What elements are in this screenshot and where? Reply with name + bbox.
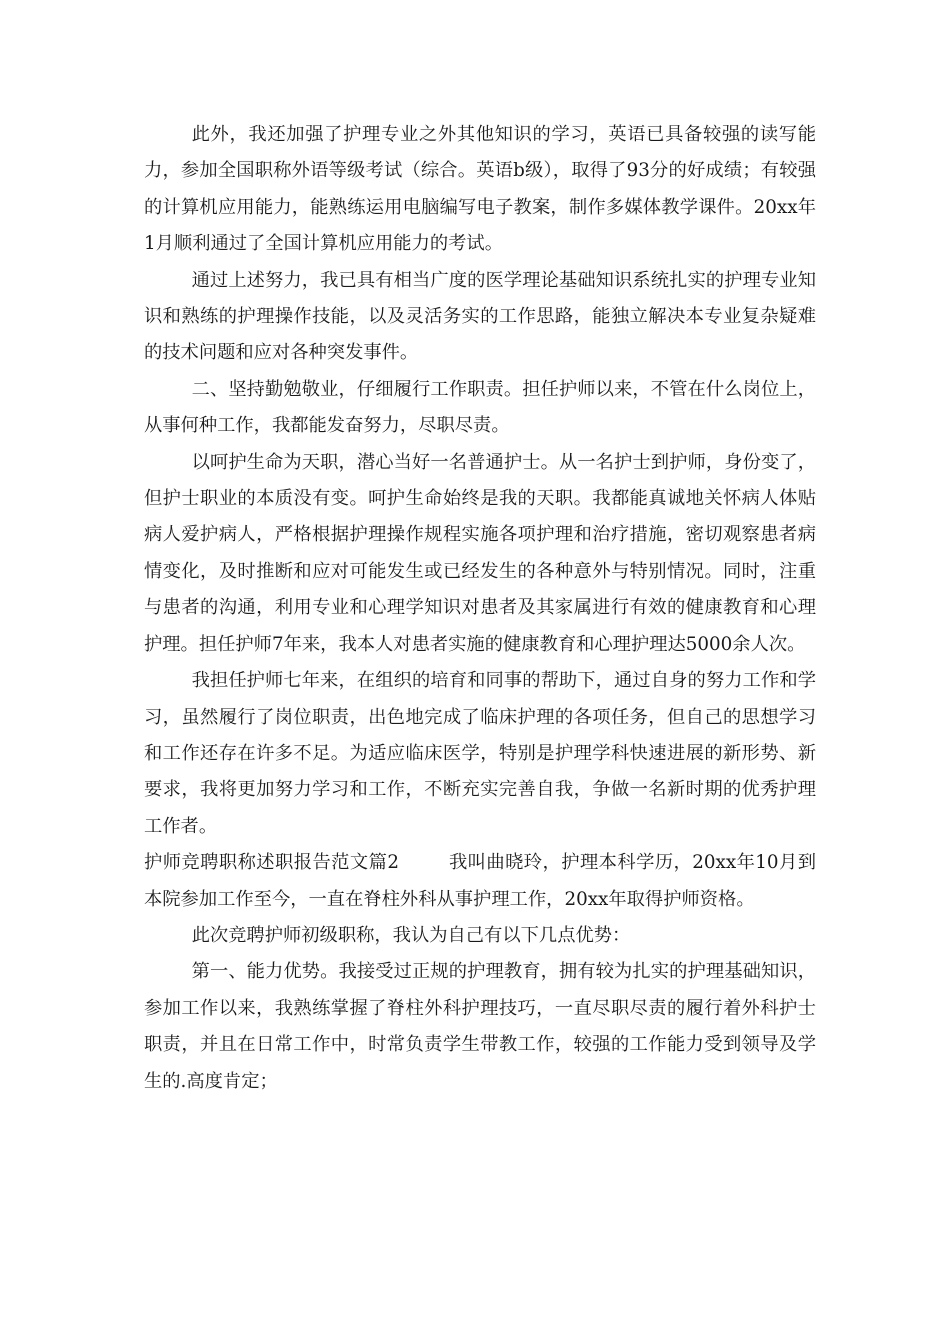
paragraph-other-knowledge: 此外，我还加强了护理专业之外其他知识的学习，英语已具备较强的读写能力，参加全国职称外语等级考试（综合。英语b级），取得了93分的好成绩；有较强的计算机应用能力，能熟练运用电脑编写电子教案，制作多媒体教学课件。20xx年1月顺利通过了全国计算机应用能力的考试。 [144,124,816,255]
paragraph-seven-years: 我担任护师七年来，在组织的培育和同事的帮助下，通过自身的努力工作和学习，虽然履行了岗位职责，出色地完成了临床护理的各项任务，但自己的思想学习和工作还存在许多不足。为适应临床医学，特别是护理学科快速进展的新形势、新要求，我将更加努力学习和工作，不断充实完善自我，争做一名新时期的优秀护理工作者。 [144,670,816,837]
document-body [144,117,816,1100]
paragraph-ability: 第一、能力优势。我接受过正规的护理教育，拥有较为扎实的护理基础知识，参加工作以来，我熟练掌握了脊柱外科护理技巧，一直尽职尽责的履行着外科护士职责，并且在日常工作中，时常负责学生带教工作，较强的工作能力受到领导及学生的.高度肯定； [144,961,816,1092]
paragraph-advantages: 此次竞聘护师初级职称，我认为自己有以下几点优势： [191,924,631,946]
paragraph-through-efforts: 通过上述努力，我已具有相当广度的医学理论基础知识系统扎实的护理专业知识和熟练的护理操作技能，以及灵活务实的工作思路，能独立解决本专业复杂疑难的技术问题和应对各种突发事件。 [144,269,816,364]
section-title: 护师竞聘职称述职报告范文篇2 [144,852,399,874]
paragraph-care-life: 以呵护生命为天职，潜心当好一名普通护士。从一名护士到护师，身份变了，但护士职业的本质没有变。呵护生命始终是我的天职。我都能真诚地关怀病人体贴病人爱护病人，严格根据护理操作规程实施各项护理和治疗措施，密切观察患者病情变化，及时推断和应对可能发生或已经发生的各种意外与特别情况。同时，注重与患者的沟通，利用专业和心理学知识对患者及其家属进行有效的健康教育和心理护理。担任护师7年来，我本人对患者实施的健康教育和心理护理达5000余人次。 [144,451,816,655]
section-2-paragraph [144,845,816,918]
paragraph-diligence: 二、坚持勤勉敬业，仔细履行工作职责。担任护师以来，不管在什么岗位上，从事何种工作，我都能发奋努力，尽职尽责。 [144,378,816,437]
title-gap [399,852,449,873]
section-intro: 我叫曲晓玲，护理本科学历，20xx年10月到本院参加工作至今，一直在脊柱外科从事护理工作，20xx年取得护师资格。 [144,852,816,910]
